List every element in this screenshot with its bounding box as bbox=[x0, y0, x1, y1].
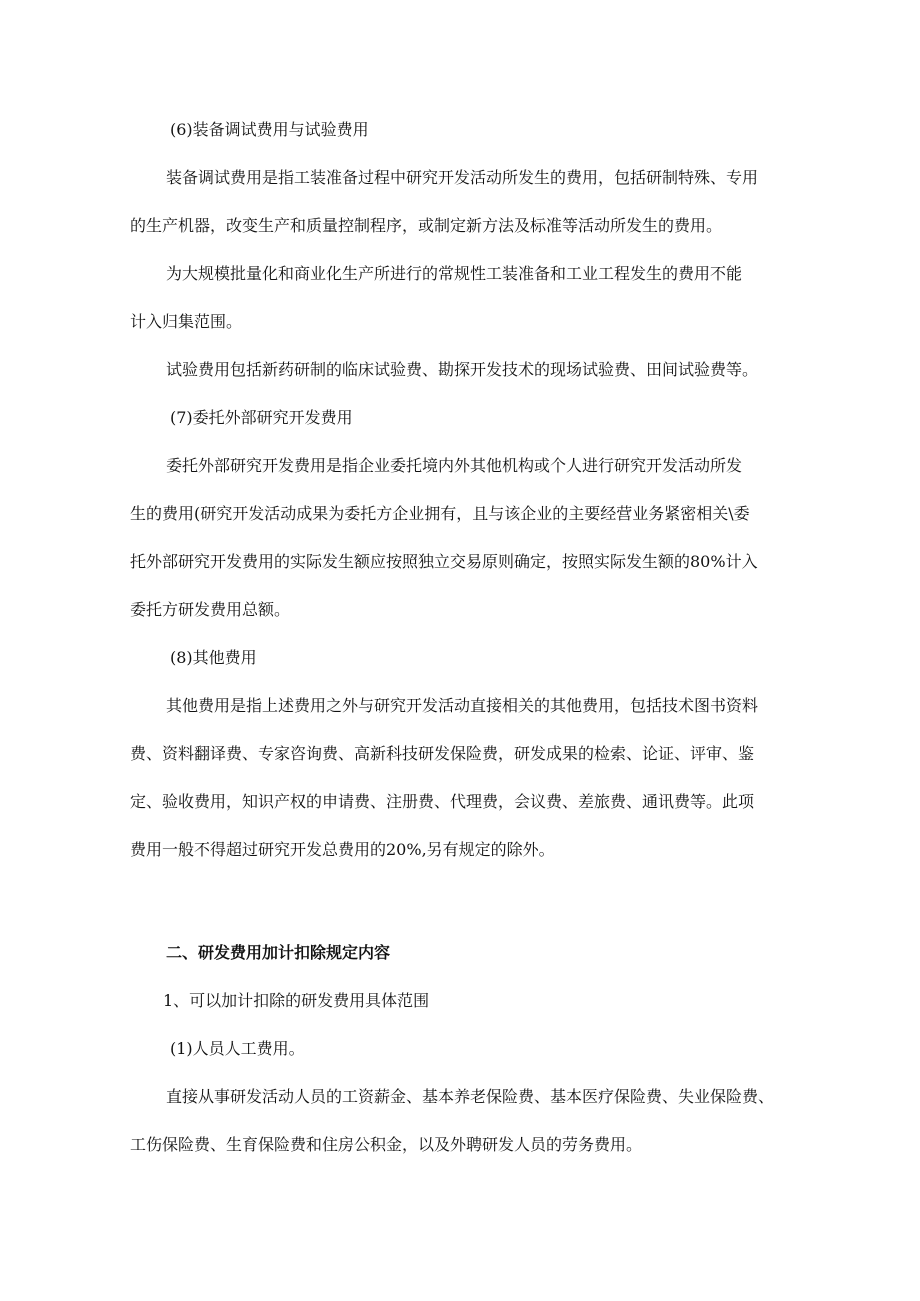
paragraph-line: 费、资料翻译费、专家咨询费、高新科技研发保险费，研发成果的检索、论证、评审、鉴 bbox=[130, 744, 755, 763]
paragraph-line: 定、验收费用，知识产权的申请费、注册费、代理费，会议费、差旅费、通讯费等。此项 bbox=[130, 792, 755, 811]
paragraph-line: 工伤保险费、生育保险费和住房公积金，以及外聘研发人员的劳务费用。 bbox=[130, 1135, 643, 1154]
paragraph-line: 其他费用是指上述费用之外与研究开发活动直接相关的其他费用，包括技术图书资料 bbox=[166, 696, 759, 715]
paragraph-line: 试验费用包括新药研制的临床试验费、勘探开发技术的现场试验费、田间试验费等。 bbox=[166, 360, 759, 379]
paragraph-line: 直接从事研发活动人员的工资薪金、基本养老保险费、基本医疗保险费、失业保险费、 bbox=[166, 1087, 775, 1106]
paragraph-line: 费用一般不得超过研究开发总费用的20%,另有规定的除外。 bbox=[130, 840, 555, 859]
paragraph-line: 计入归集范围。 bbox=[130, 312, 243, 331]
section-6-heading: (6)装备调试费用与试验费用 bbox=[170, 120, 369, 139]
paragraph-line: 托外部研究开发费用的实际发生额应按照独立交易原则确定，按照实际发生额的80%计入 bbox=[130, 552, 758, 571]
section-8-heading: (8)其他费用 bbox=[170, 648, 257, 667]
part-2-subtitle: 1、可以加计扣除的研发费用具体范围 bbox=[163, 991, 430, 1010]
part-2-title: 二、研发费用加计扣除规定内容 bbox=[166, 943, 391, 962]
paragraph-line: 的生产机器，改变生产和质量控制程序，或制定新方法及标准等活动所发生的费用。 bbox=[130, 216, 723, 235]
item-1-heading: (1)人员人工费用。 bbox=[170, 1039, 305, 1058]
paragraph-line: 为大规模批量化和商业化生产所进行的常规性工装准备和工业工程发生的费用不能 bbox=[166, 264, 743, 283]
paragraph-line: 委托外部研究开发费用是指企业委托境内外其他机构或个人进行研究开发活动所发 bbox=[166, 456, 743, 475]
paragraph-line: 装备调试费用是指工装准备过程中研究开发活动所发生的费用，包括研制特殊、专用 bbox=[166, 168, 759, 187]
paragraph-line: 委托方研发费用总额。 bbox=[130, 600, 291, 619]
section-7-heading: (7)委托外部研究开发费用 bbox=[170, 408, 353, 427]
paragraph-line: 生的费用(研究开发活动成果为委托方企业拥有，且与该企业的主要经营业务紧密相关\委 bbox=[130, 504, 750, 523]
